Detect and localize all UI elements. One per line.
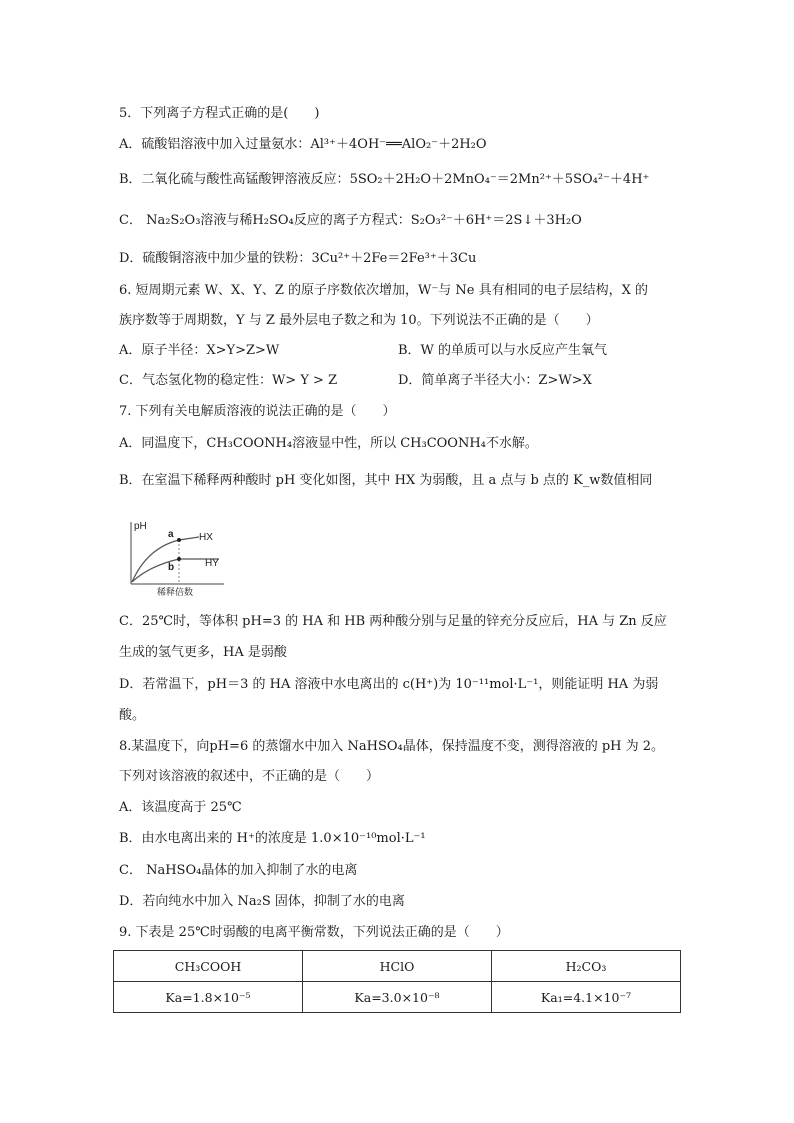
q5-a-equation: Al³⁺＋4OH⁻══AlO₂⁻＋2H₂O xyxy=(310,137,487,152)
q5-d-text: D．硫酸铜溶液中加少量的铁粉： xyxy=(119,251,312,266)
table-cell: Ka=1.8×10⁻⁵ xyxy=(114,982,303,1013)
point-b-label: b xyxy=(168,562,175,573)
q7-option-d-line1: D．若常温下，pH＝3 的 HA 溶液中水电离出的 c(H⁺)为 10⁻¹¹mol·L⁻¹，则能证明 HA 为弱 xyxy=(119,677,659,692)
q8-stem-line1: 8.某温度下，向pH=6 的蒸馏水中加入 NaHSO₄晶体，保持温度不变，测得溶液的 pH 为 2。 xyxy=(119,739,665,754)
q6-option-c: C．气态氢化物的稳定性：W> Y > Z xyxy=(119,373,338,388)
q6-stem-line1: 6. 短周期元素 W、X、Y、Z 的原子序数依次增加，W⁻与 Ne 具有相同的电子层结构，X 的 xyxy=(119,283,648,298)
q6-option-d: D．简单离子半径大小：Z>W>X xyxy=(398,373,592,388)
q6-stem-line2: 族序数等于周期数，Y 与 Z 最外层电子数之和为 10。下列说法不正确的是（ ） xyxy=(119,313,599,328)
table-cell: Ka=3.0×10⁻⁸ xyxy=(303,982,492,1013)
q7-option-a: A．同温度下，CH₃COONH₄溶液显中性，所以 CH₃COONH₄不水解。 xyxy=(119,436,538,451)
dilution-ph-graph xyxy=(119,518,229,598)
q5-option-a xyxy=(119,135,487,155)
q5-c-equation: S₂O₃²⁻＋6H⁺＝2S↓＋3H₂O xyxy=(410,213,582,228)
q8-option-a: A．该温度高于 25℃ xyxy=(119,800,242,815)
q8-option-b: B．由水电离出来的 H⁺的浓度是 1.0×10⁻¹⁰mol·L⁻¹ xyxy=(119,831,426,846)
q5-c-text: C． Na₂S₂O₃溶液与稀H₂SO₄反应的离子方程式： xyxy=(119,213,411,228)
q7-stem: 7. 下列有关电解质溶液的说法正确的是（ ） xyxy=(119,404,396,419)
q6-option-a: A．原子半径：X>Y>Z>W xyxy=(119,343,280,358)
q9-stem: 9. 下表是 25℃时弱酸的电离平衡常数，下列说法正确的是（ ） xyxy=(119,925,509,940)
table-cell: Ka₁=4.1×10⁻⁷ xyxy=(492,982,681,1013)
ionization-constant-table xyxy=(113,950,681,1013)
q5-option-c xyxy=(119,211,582,231)
table-row xyxy=(114,982,681,1013)
table-header-cell: CH₃COOH xyxy=(114,951,303,982)
q8-option-d: D．若向纯水中加入 Na₂S 固体，抑制了水的电离 xyxy=(119,894,405,909)
q5-b-equation: 5SO₂＋2H₂O＋2MnO₄⁻＝2Mn²⁺＋5SO₄²⁻＋4H⁺ xyxy=(349,172,650,187)
q5-d-equation: 3Cu²⁺＋2Fe＝2Fe³⁺＋3Cu xyxy=(311,251,477,266)
q5-b-text: B．二氧化硫与酸性高锰酸钾溶液反应： xyxy=(119,172,350,187)
point-b xyxy=(177,557,181,561)
q8-option-c: C． NaHSO₄晶体的加入抑制了水的电离 xyxy=(119,863,358,878)
table-header-cell: HClO xyxy=(303,951,492,982)
q5-option-d xyxy=(119,249,476,269)
q8-stem-line2: 下列对该溶液的叙述中，不正确的是（ ） xyxy=(119,769,380,784)
graph-x-label: 稀释倍数 xyxy=(157,587,194,597)
table-header-row xyxy=(114,951,681,982)
q5-stem: 5．下列离子方程式正确的是( ) xyxy=(119,106,320,121)
q7-option-c-line1: C．25℃时，等体积 pH=3 的 HA 和 HB 两种酸分别与足量的锌充分反应后，HA 与 Zn 反应 xyxy=(119,614,667,629)
series-hx-label: HX xyxy=(199,532,213,543)
q7-option-d-line2: 酸。 xyxy=(119,708,146,723)
q5-a-text: A．硫酸铝溶液中加入过量氨水： xyxy=(119,137,311,152)
point-a xyxy=(177,538,181,542)
q5-option-b xyxy=(119,170,649,190)
table-header-cell: H₂CO₃ xyxy=(492,951,681,982)
point-a-label: a xyxy=(168,529,174,540)
q7-option-c-line2: 生成的氢气更多，HA 是弱酸 xyxy=(119,645,287,660)
q7-option-b: B．在室温下稀释两种酸时 pH 变化如图，其中 HX 为弱酸，且 a 点与 b 点的 K_w数值相同 xyxy=(119,473,653,488)
series-hy-label: HY xyxy=(205,558,219,569)
graph-y-label: pH xyxy=(134,521,147,532)
q6-option-b: B．W 的单质可以与水反应产生氧气 xyxy=(398,343,608,358)
